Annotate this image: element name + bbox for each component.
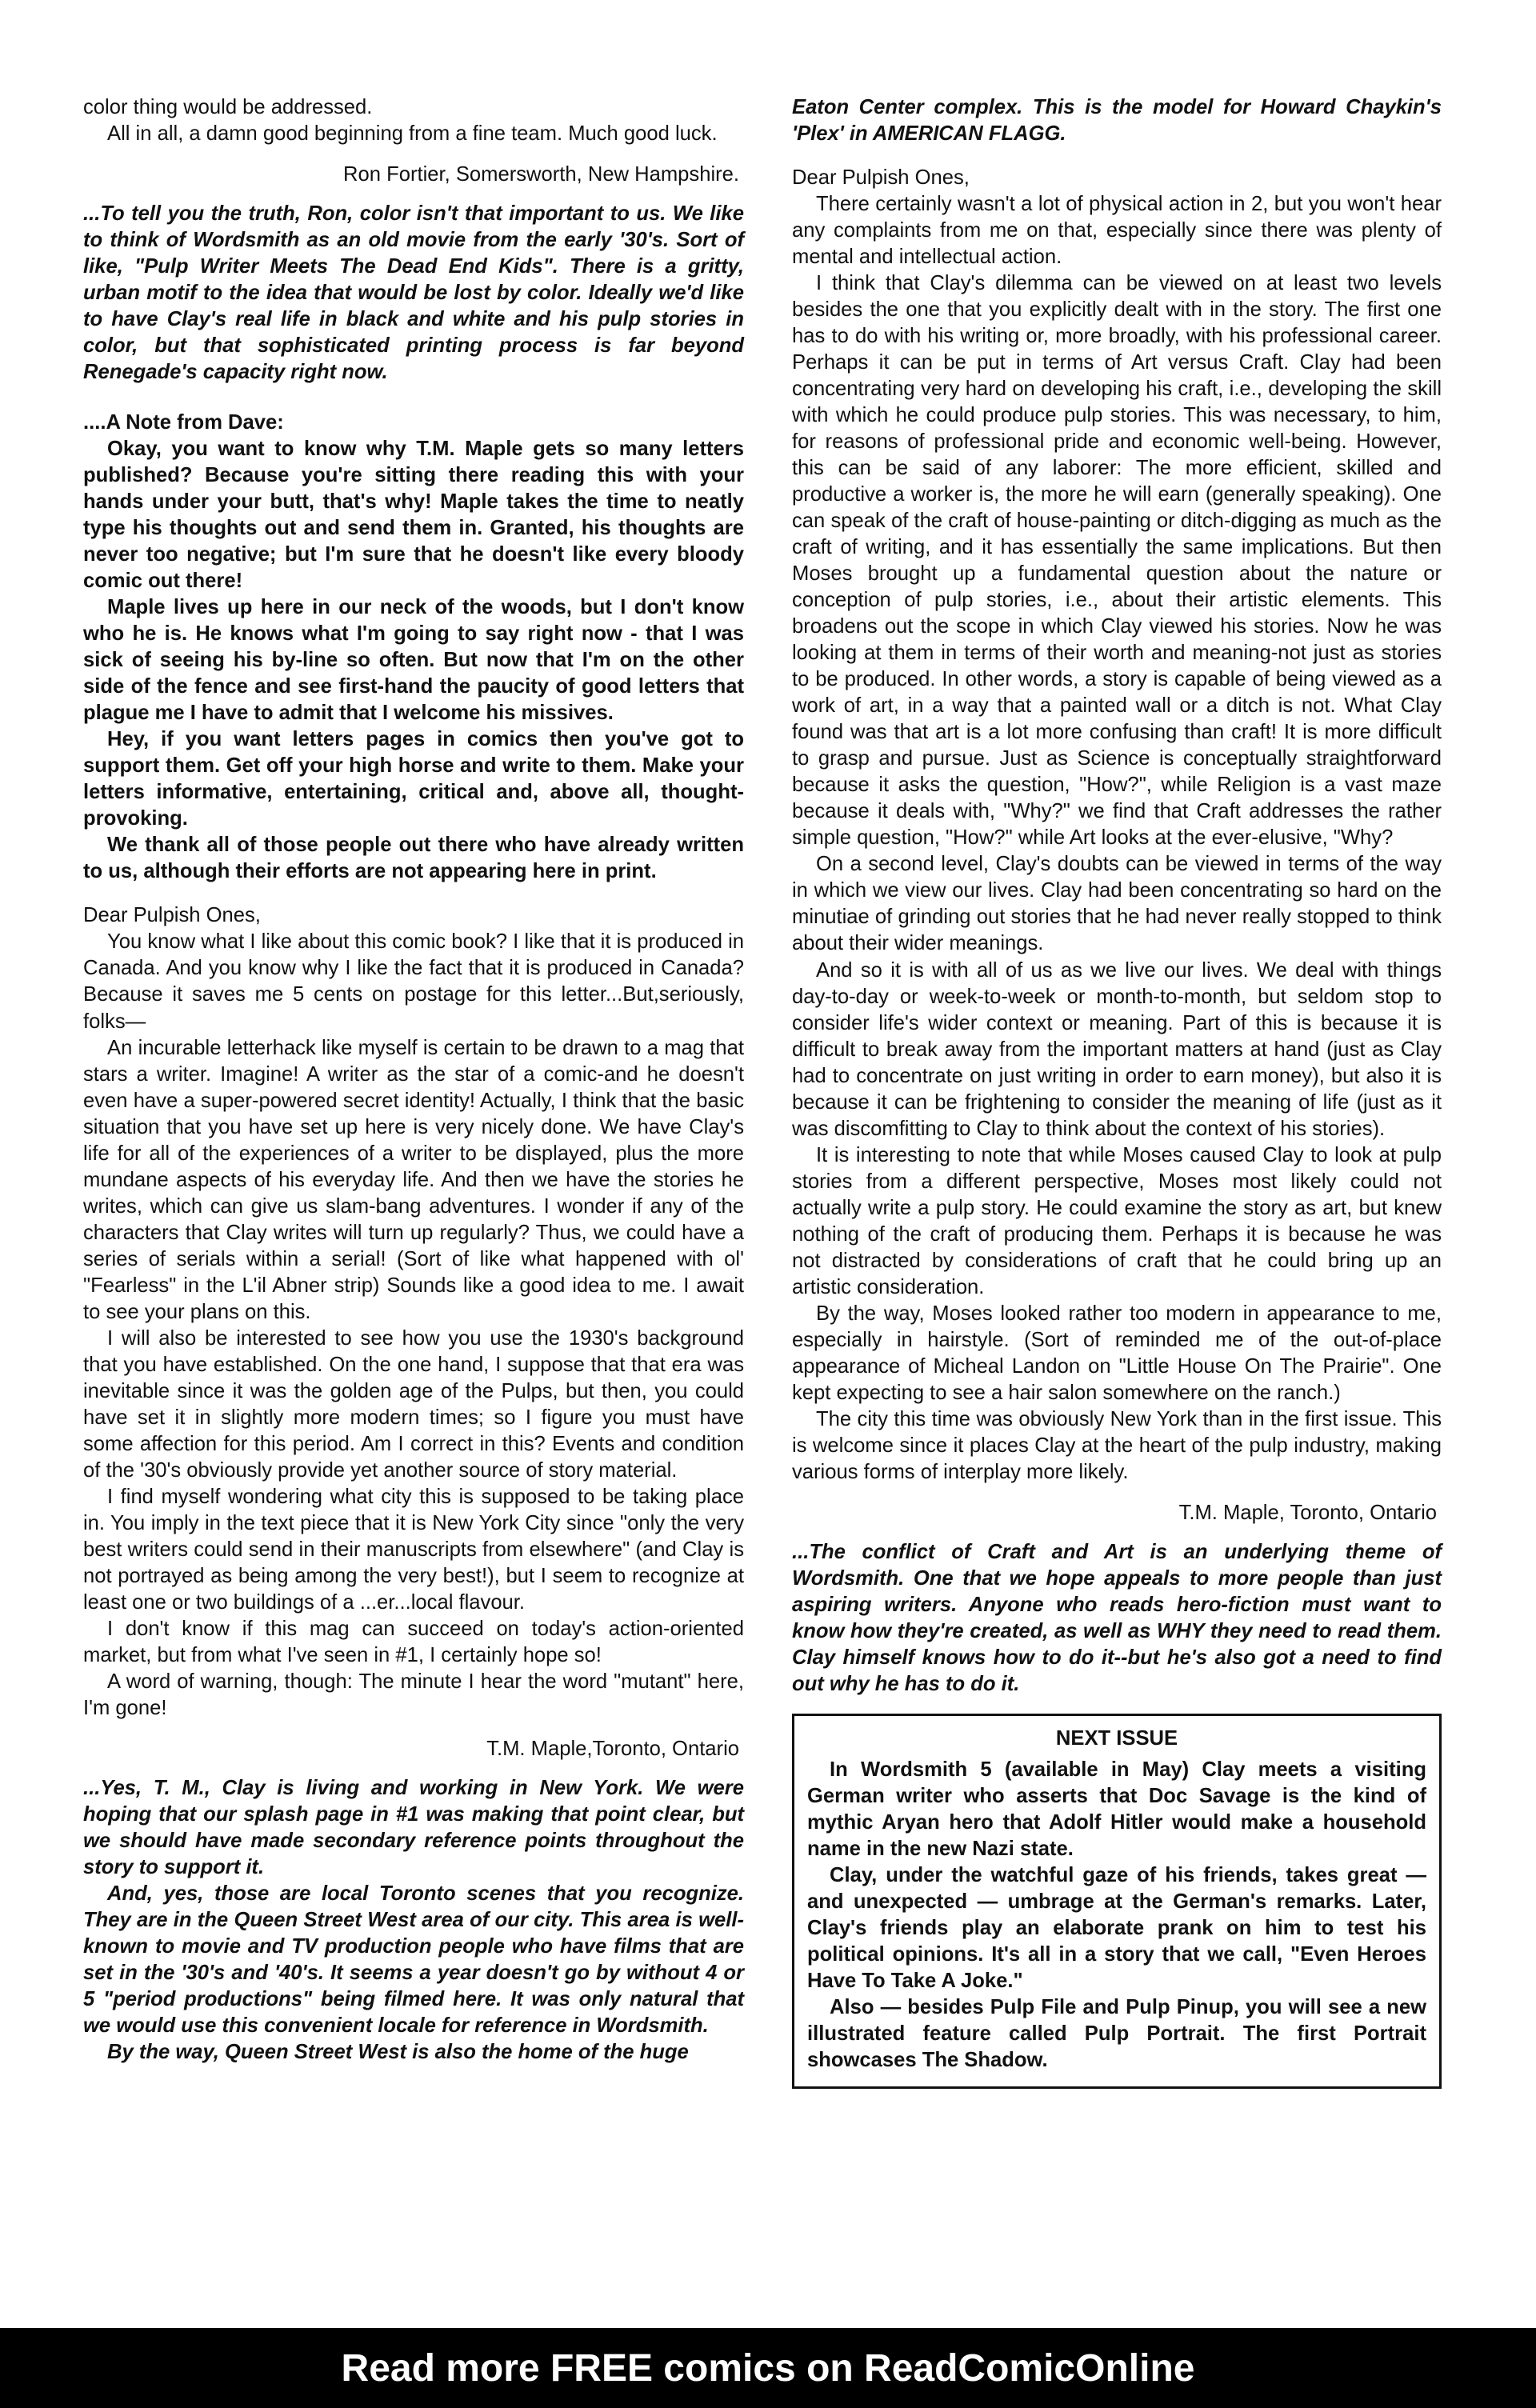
letter-text: The city this time was obviously New York than in the first issue. This is welcome since it places Clay at the heart of the pulp industry, making various forms of interplay more likely. <box>792 1407 1442 1483</box>
letter-salutation: Dear Pulpish Ones, <box>792 166 970 190</box>
letter-text: I don't know if this mag can succeed on today's action-oriented market, but from what I've seen in #1, I certainly hope so! <box>83 1617 744 1666</box>
letter-text: All in all, a damn good beginning from a fine team. Much good luck. <box>107 122 718 146</box>
left-column <box>83 94 744 2066</box>
editor-reply: ...The conflict of Craft and Art is an underlying theme of Wordsmith. One that we hope appeals to more people than just aspiring writers. Anyone who reads hero-fiction must want to know how they're created, as well as WHY they need to read them. Clay himself knows how to do it--but he's also got a need to find out why he has to do it. <box>792 1540 1442 1695</box>
next-issue-text: Clay, under the watchful gaze of his friends, takes great — and unexpected — umbrage at the German's remarks. Later, Clay's friends play an elaborate prank on him to test his political opinions. It's all in a story that we call, "Even Heroes Have To Take A Joke." <box>807 1864 1426 1993</box>
next-issue-text: In Wordsmith 5 (available in May) Clay meets a visiting German writer who asserts that Doc Savage is the kind of mythic Aryan hero that Adolf Hitler would make a household name in the new Nazi state. <box>807 1758 1426 1860</box>
right-column <box>792 94 1442 2089</box>
editor-reply: By the way, Queen Street West is also the home of the huge <box>107 2041 689 2064</box>
note-heading: ....A Note from Dave: <box>83 411 284 434</box>
editor-reply: ...To tell you the truth, Ron, color isn't that important to us. We like to think of Wordsmith as an old movie from the early '30's. Sort of like, "Pulp Writer Meets The Dead End Kids". There is a gritty, urban motif to the idea that would be lost by color. Ideally we'd like to have Clay's real life in black and white and his pulp stories in color, but that sophisticated printing process is far beyond Renegade's capacity right now. <box>83 202 744 384</box>
letter-text: By the way, Moses looked rather too modern in appearance to me, especially in hairstyle. (Sort of reminded me of the out-of-place appearance of Micheal Landon on "Little House On The Prairie". One kept expecting to see a hair salon somewhere on the ranch.) <box>792 1302 1442 1404</box>
letter-text: A word of warning, though: The minute I hear the word "mutant" here, I'm gone! <box>83 1670 744 1719</box>
note-text: Okay, you want to know why T.M. Maple gets so many letters published? Because you're sitting there reading this with your hands under your butt, that's why! Maple takes the time to neatly type his thoughts out and send them in. Granted, his thoughts are never too negative; but I'm sure that he doesn't like every bloody comic out there! <box>83 438 744 593</box>
editor-reply: Eaton Center complex. This is the model for Howard Chaykin's 'Plex' in AMERICAN FLAGG. <box>792 96 1442 146</box>
letter-signature: T.M. Maple,Toronto, Ontario <box>486 1737 739 1760</box>
letter-text: And so it is with all of us as we live our lives. We deal with things day-to-day or week-to-week or month-to-month, but seldom stop to consider life's wider context or meaning. Part of this is because it is difficult to break away from the important matters at hand (just as Clay had to concentrate on just writing in order to earn money), but also it is because it can be frightening to consider the meaning of life (just as it was discomfitting to Clay to think about the context of his stories). <box>792 958 1442 1140</box>
editor-reply: ...Yes, T. M., Clay is living and working in New York. We were hoping that our splash page in #1 was making that point clear, but we should have made secondary reference points throughout the story to support it. <box>83 1776 744 1878</box>
note-text: Hey, if you want letters pages in comics then you've got to support them. Get off your high horse and write to them. Make your letters informative, entertaining, critical and, above all, thought-provoking. <box>83 728 744 830</box>
letter-text: I think that Clay's dilemma can be viewed on at least two levels besides the one that you explicitly dealt with in the story. The first one has to do with his writing or, more broadly, with his professional career. Perhaps it can be put in terms of Art versus Craft. Clay had been concentrating very hard on developing his craft, i.e., developing the skill with which he could produce pulp stories. This was necessary, to him, for reasons of professional pride and economic well-being. However, this can be said of any laborer: The more efficient, skilled and productive a worker is, the more he will earn (generally speaking). One can speak of the craft of house-painting or ditch-digging as much as the craft of writing, and it has essentially the same implications. But then Moses brought up a fundamental question about the nature or conception of pulp stories, i.e., about their artistic elements. This broadens out the scope in which Clay viewed his stories. Now he was looking at them in terms of their worth and meaning-not just as stories to be produced. In other words, a story is capable of being viewed as a work of art, in a way that a painted wall or a ditch is not. What Clay found was that art is a lot more confusing than craft! It is more difficult to grasp and pursue. Just as Science is conceptually straightforward because it asks the question, "How?", while Religion is a vast maze because it deals with, "Why?" we find that Craft addresses the rather simple question, "How?" while Art looks at the ever-elusive, "Why? <box>792 272 1442 850</box>
letter-signature: T.M. Maple, Toronto, Ontario <box>1178 1501 1437 1524</box>
next-issue-text: Also — besides Pulp File and Pulp Pinup, you will see a new illustrated feature called Pulp Portrait. The first Portrait showcases The Shadow. <box>807 1996 1426 2072</box>
letter-signature: Ron Fortier, Somersworth, New Hampshire. <box>343 163 739 186</box>
letter-text: You know what I like about this comic book? I like that it is produced in Canada. And you know why I like the fact that it is produced in Canada? Because it saves me 5 cents on postage for this letter...But,seriously, folks— <box>83 930 744 1033</box>
editor-reply: And, yes, those are local Toronto scenes that you recognize. They are in the Queen Street West area of our city. This area is well-known to movie and TV production people who have films that are set in the '30's and '40's. It seems a year doesn't go by without 4 or 5 "period productions" being filmed here. It was only natural that we would use this convenient locale for reference in Wordsmith. <box>83 1882 744 2038</box>
letter-text: An incurable letterhack like myself is certain to be drawn to a mag that stars a writer. Imagine! A writer as the star of a comic-and he doesn't even have a super-powered secret identity! Actually, I think that the basic situation that you have set up here is very nicely done. We have Clay's life for all of the experiences of a writer to be displayed, plus the more mundane aspects of his everyday life. And then we have the stories he writes, which can give us slam-bang adventures. I wonder if any of the characters that Clay writes will turn up regularly? Thus, we could have a series of serials within a serial! (Sort of like what happened with ol' "Fearless" in the L'il Abner strip) Sounds like a good idea to me. I await to see your plans on this. <box>83 1036 744 1323</box>
note-text: Maple lives up here in our neck of the woods, but I don't know who he is. He knows what I'm going to say right now - that I was sick of seeing his by-line so often. But now that I'm on the other side of the fence and see first-hand the paucity of good letters that plague me I have to admit that I welcome his missives. <box>83 596 744 725</box>
letter-text: I find myself wondering what city this is supposed to be taking place in. You imply in the text piece that it is New York City since "only the very best writers could send in their manuscripts from elsewhere" (and Clay is not portrayed as being among the very best!), but I seem to recognize at least one or two buildings of a ...er...local flavour. <box>83 1485 744 1614</box>
letter-text: There certainly wasn't a lot of physical action in 2, but you won't hear any complaints from me on that, especially since there was plenty of mental and intellectual action. <box>792 193 1442 269</box>
letter-salutation: Dear Pulpish Ones, <box>83 904 261 927</box>
letter-text: It is interesting to note that while Moses caused Clay to look at pulp stories from a different perspective, Moses most likely could not actually write a pulp story. He could examine the story as art, but knew nothing of the craft of producing them. Perhaps it is because he was not distracted by considerations of craft that he could bring up an artistic consideration. <box>792 1143 1442 1298</box>
promo-banner-link[interactable]: Read more FREE comics on ReadComicOnline <box>0 2328 1536 2408</box>
letter-text: I will also be interested to see how you use the 1930's background that you have established. On the one hand, I suppose that that era was inevitable since it was the golden age of the Pulps, but then, you could have set it in slightly more modern times; so I figure you must have some affection for this period. Am I correct in this? Events and condition of the '30's obviously provide yet another source of story material. <box>83 1326 744 1482</box>
next-issue-box <box>792 1714 1442 2089</box>
next-issue-heading: NEXT ISSUE <box>1055 1726 1178 1750</box>
letter-text: On a second level, Clay's doubts can be viewed in terms of the way in which we view our lives. Clay had been concentrating so hard on the minutiae of grinding out stories that he had never really stopped to think about their wider meanings. <box>792 853 1442 955</box>
note-text: We thank all of those people out there who have already written to us, although their efforts are not appearing here in print. <box>83 834 744 883</box>
letter-text: color thing would be addressed. <box>83 96 373 118</box>
